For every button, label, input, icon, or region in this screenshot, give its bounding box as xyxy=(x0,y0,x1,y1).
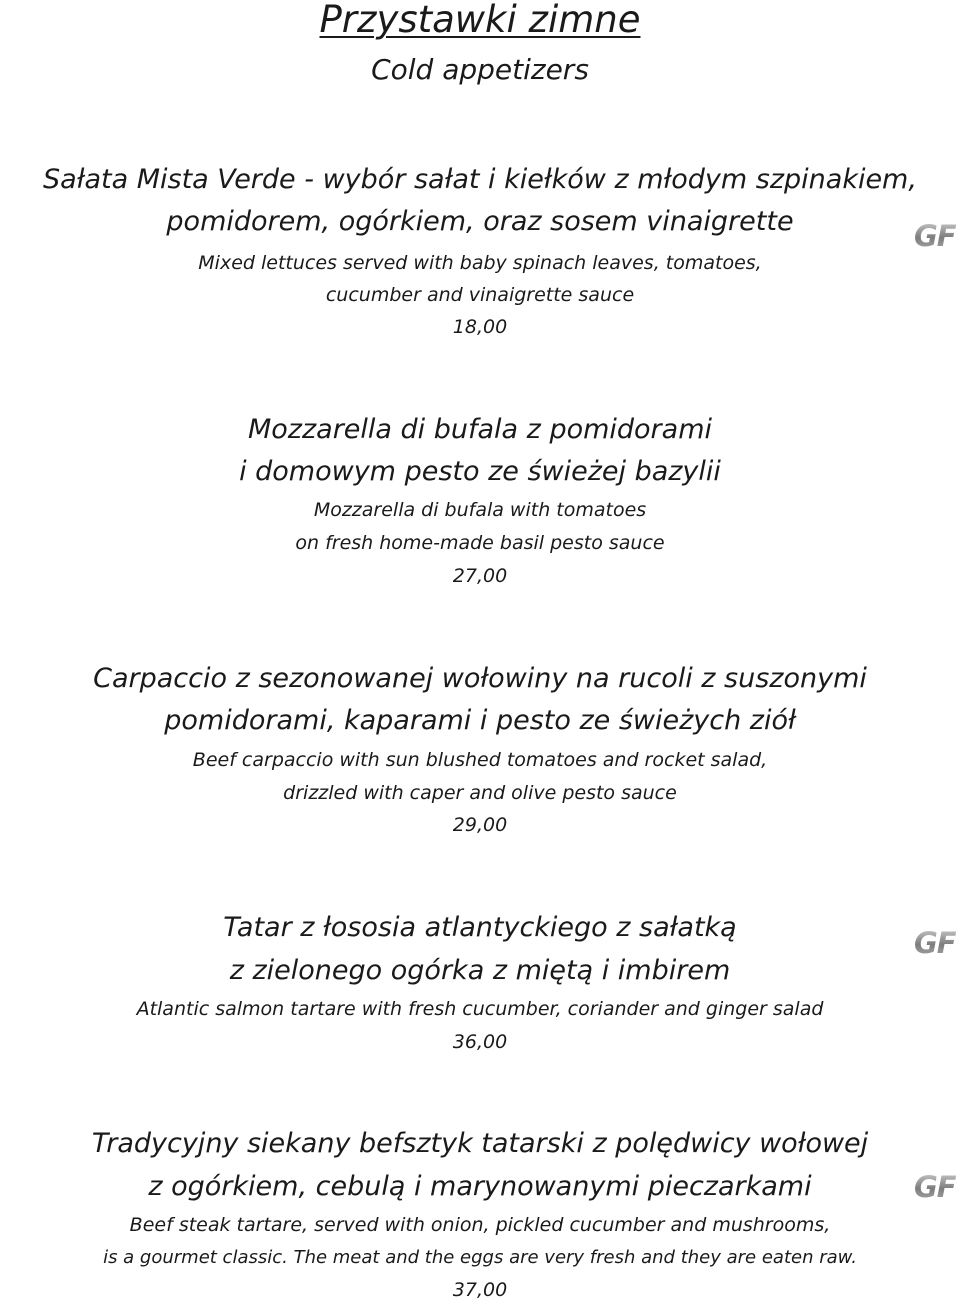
dish-description-en: Mixed lettuces served with baby spinach leaves, tomatoes, xyxy=(198,252,762,274)
dish-name-pl: Tradycyjny siekany befsztyk tatarski z polędwicy wołowej xyxy=(91,1128,869,1159)
dish-name-pl: Mozzarella di bufala z pomidorami xyxy=(247,414,713,445)
dish-description-en: drizzled with caper and olive pesto sauce xyxy=(283,782,677,804)
dish-price: 29,00 xyxy=(452,814,508,836)
dish-description-en: Beef carpaccio with sun blushed tomatoes and rocket salad, xyxy=(192,749,768,771)
dish-price: 18,00 xyxy=(452,316,508,338)
dish-name-pl: i domowym pesto ze świeżej bazylii xyxy=(239,456,721,487)
dish-description-en: Mozzarella di bufala with tomatoes xyxy=(313,499,647,521)
dish-price: 36,00 xyxy=(452,1031,508,1053)
dish-description-en: cucumber and vinaigrette sauce xyxy=(325,284,635,306)
dish-name-pl: z ogórkiem, cebulą i marynowanymi pieczarkami xyxy=(148,1171,812,1202)
dish-name-pl: Tatar z łososia atlantyckiego z sałatką xyxy=(223,912,737,943)
section-title: Przystawki zimne xyxy=(319,0,641,41)
dish-description-en: Atlantic salmon tartare with fresh cucumber, coriander and ginger salad xyxy=(136,998,824,1020)
dish-name-pl: pomidorami, kaparami i pesto ze świeżych ziół xyxy=(164,705,796,736)
gluten-free-badge-icon: GF xyxy=(914,221,960,251)
dish-name-pl: Carpaccio z sezonowanej wołowiny na rucoli z suszonymi xyxy=(93,663,867,694)
gluten-free-badge-icon: GF xyxy=(914,1172,960,1202)
dish-price: 27,00 xyxy=(452,565,508,587)
dish-description-en: Beef steak tartare, served with onion, pickled cucumber and mushrooms, xyxy=(129,1214,831,1236)
section-subtitle: Cold appetizers xyxy=(371,53,589,86)
gluten-free-badge-icon: GF xyxy=(914,928,960,958)
dish-description-en: is a gourmet classic. The meat and the eggs are very fresh and they are eaten raw. xyxy=(103,1247,857,1268)
dish-description-en: on fresh home-made basil pesto sauce xyxy=(295,532,665,554)
dish-name-pl: z zielonego ogórka z miętą i imbirem xyxy=(229,955,731,986)
dish-name-pl: Sałata Mista Verde - wybór sałat i kiełków z młodym szpinakiem, xyxy=(43,164,917,195)
dish-price: 37,00 xyxy=(452,1279,508,1301)
dish-name-pl: pomidorem, ogórkiem, oraz sosem vinaigrette xyxy=(166,206,794,237)
